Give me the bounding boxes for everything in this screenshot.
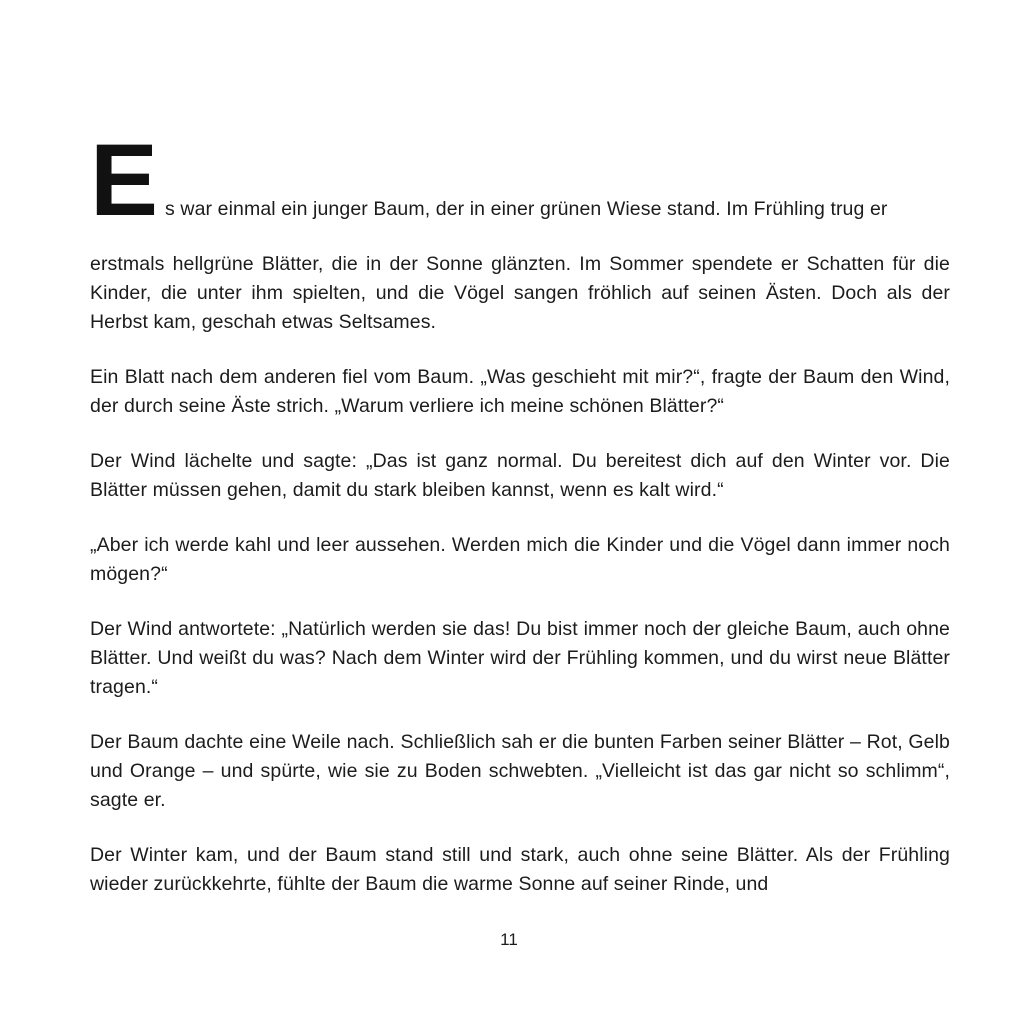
paragraph-3: Der Wind lächelte und sagte: „Das ist ganz normal. Du bereitest dich auf den Winter vor. Die Blätter müssen gehen, damit du stark bleiben kannst, wenn es kalt wird.“ xyxy=(90,450,950,501)
page-number: 11 xyxy=(500,930,518,949)
opening-paragraph xyxy=(90,123,950,237)
story-text xyxy=(90,123,950,899)
drop-cap: E xyxy=(90,123,159,237)
paragraph-7: Der Winter kam, und der Baum stand still und stark, auch ohne seine Blätter. Als der Frühling wieder zurückkehrte, fühlte der Baum die warme Sonne auf seiner Rinde, und xyxy=(90,844,950,895)
paragraph-4: „Aber ich werde kahl und leer aussehen. Werden mich die Kinder und die Vögel dann immer noch mögen?“ xyxy=(90,534,950,585)
paragraph-1: erstmals hellgrüne Blätter, die in der Sonne glänzten. Im Sommer spendete er Schatten für die Kinder, die unter ihm spielten, und die Vögel sangen fröhlich auf seinen Ästen. Doch als der Herbst kam, geschah etwas Seltsames. xyxy=(90,253,950,333)
paragraph-5: Der Wind antwortete: „Natürlich werden sie das! Du bist immer noch der gleiche Baum, auch ohne Blätter. Und weißt du was? Nach dem Winter wird der Frühling kommen, und du wirst neue Blätter tragen.“ xyxy=(90,618,950,698)
paragraph-2: Ein Blatt nach dem anderen fiel vom Baum. „Was geschieht mit mir?“, fragte der Baum den Wind, der durch seine Äste strich. „Warum verliere ich meine schönen Blätter?“ xyxy=(90,366,950,417)
paragraph-6: Der Baum dachte eine Weile nach. Schließlich sah er die bunten Farben seiner Blätter – Rot, Gelb und Orange – und spürte, wie sie zu Boden schwebten. „Vielleicht ist das gar nicht so schlimm“, sagte er. xyxy=(90,731,950,811)
opening-line-text: s war einmal ein junger Baum, der in einer grünen Wiese stand. Im Frühling trug er xyxy=(165,198,888,220)
